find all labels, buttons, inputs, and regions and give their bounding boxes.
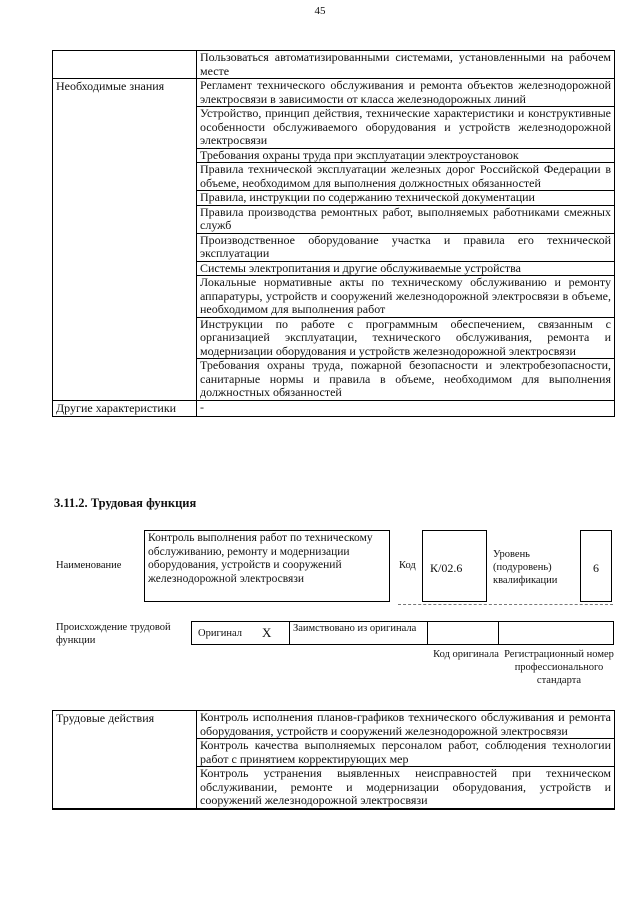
knowledge-item: Системы электропитания и другие обслуживаемые устройства bbox=[197, 261, 615, 276]
knowledge-item: Производственное оборудование участка и правила его технической эксплуатации bbox=[197, 233, 615, 261]
origin-label: Происхождение трудовой функции bbox=[56, 622, 171, 646]
knowledge-item: Регламент технического обслуживания и ремонта объектов железнодорожной электросвязи в зависимости от класса железнодорожных линий bbox=[197, 79, 615, 107]
function-name-value: Контроль выполнения работ по техническому обслуживанию, ремонту и модернизации оборудования, устройств и сооружений железнодорожной электросвязи bbox=[144, 530, 390, 602]
labor-actions-label: Трудовые действия bbox=[53, 711, 197, 809]
knowledge-item: Локальные нормативные акты по техническому обслуживанию и ремонту аппаратуры, устройств и сооружений железнодорожной электросвязи в объеме, необходимом для выполнения работ bbox=[197, 276, 615, 318]
other-characteristics-label: Другие характеристики bbox=[53, 400, 197, 417]
qualification-level-label: Уровень (подуровень) квалификации bbox=[493, 549, 558, 586]
borrowed-label: Заимствовано из оригинала bbox=[289, 622, 428, 644]
page-number: 45 bbox=[314, 5, 326, 17]
knowledge-item: Правила, инструкции по содержанию технической документации bbox=[197, 191, 615, 206]
knowledge-label: Необходимые знания bbox=[53, 79, 197, 401]
knowledge-item: Устройство, принцип действия, технические характеристики и конструктивные особенности обслуживаемого оборудования и устройств железнодорожной электросвязи bbox=[197, 107, 615, 149]
table-row bbox=[53, 51, 615, 79]
function-name-label: Наименование bbox=[56, 560, 122, 571]
table-row bbox=[53, 400, 615, 417]
origin-row bbox=[191, 621, 614, 645]
original-cell bbox=[192, 622, 290, 644]
skill-text: Пользоваться автоматизированными системами, установленными на рабочем месте bbox=[197, 51, 615, 79]
original-mark: X bbox=[262, 625, 272, 640]
labor-actions-table bbox=[52, 710, 615, 810]
code-value: К/02.6 bbox=[422, 530, 487, 602]
knowledge-table bbox=[52, 50, 615, 417]
labor-action-item: Контроль качества выполняемых персоналом работ, соблюдения технологии работ с принятием корректирующих мер bbox=[197, 739, 615, 767]
other-characteristics-value: - bbox=[197, 400, 615, 417]
table-row bbox=[53, 79, 615, 107]
knowledge-item: Правила технической эксплуатации железных дорог Российской Федерации в объеме, необходимом для выполнения должностных обязанностей bbox=[197, 163, 615, 191]
labor-action-item: Контроль устранения выявленных неисправностей при техническом обслуживании, ремонте и модернизации оборудования, устройств и сооружений железнодорожной электросвязи bbox=[197, 767, 615, 809]
original-code-caption: Код оригинала bbox=[433, 649, 499, 660]
knowledge-item: Инструкции по работе с программным обеспечением, связанным с организацией эксплуатации, технического обслуживания, ремонта и модернизации оборудования и устройств железнодорожной электросвязи bbox=[197, 317, 615, 359]
section-heading: 3.11.2. Трудовая функция bbox=[54, 496, 197, 510]
registration-number-caption: Регистрационный номер профессионального стандарта bbox=[504, 649, 614, 686]
code-label: Код bbox=[399, 560, 416, 571]
divider bbox=[398, 604, 613, 605]
labor-action-item: Контроль исполнения планов-графиков технического обслуживания и ремонта оборудования, устройств и сооружений железнодорожной электросвязи bbox=[197, 711, 615, 739]
original-label: Оригинал bbox=[198, 628, 242, 639]
original-code-cell bbox=[428, 622, 499, 644]
qualification-level-value: 6 bbox=[580, 530, 612, 602]
empty-label-cell bbox=[53, 51, 197, 79]
knowledge-item: Правила производства ремонтных работ, выполняемых работниками смежных служб bbox=[197, 205, 615, 233]
table-row bbox=[53, 711, 615, 739]
knowledge-item: Требования охраны труда, пожарной безопасности и электробезопасности, санитарные нормы и правила в объеме, необходимом для выполнения должностных обязанностей bbox=[197, 359, 615, 401]
knowledge-item: Требования охраны труда при эксплуатации электроустановок bbox=[197, 148, 615, 163]
